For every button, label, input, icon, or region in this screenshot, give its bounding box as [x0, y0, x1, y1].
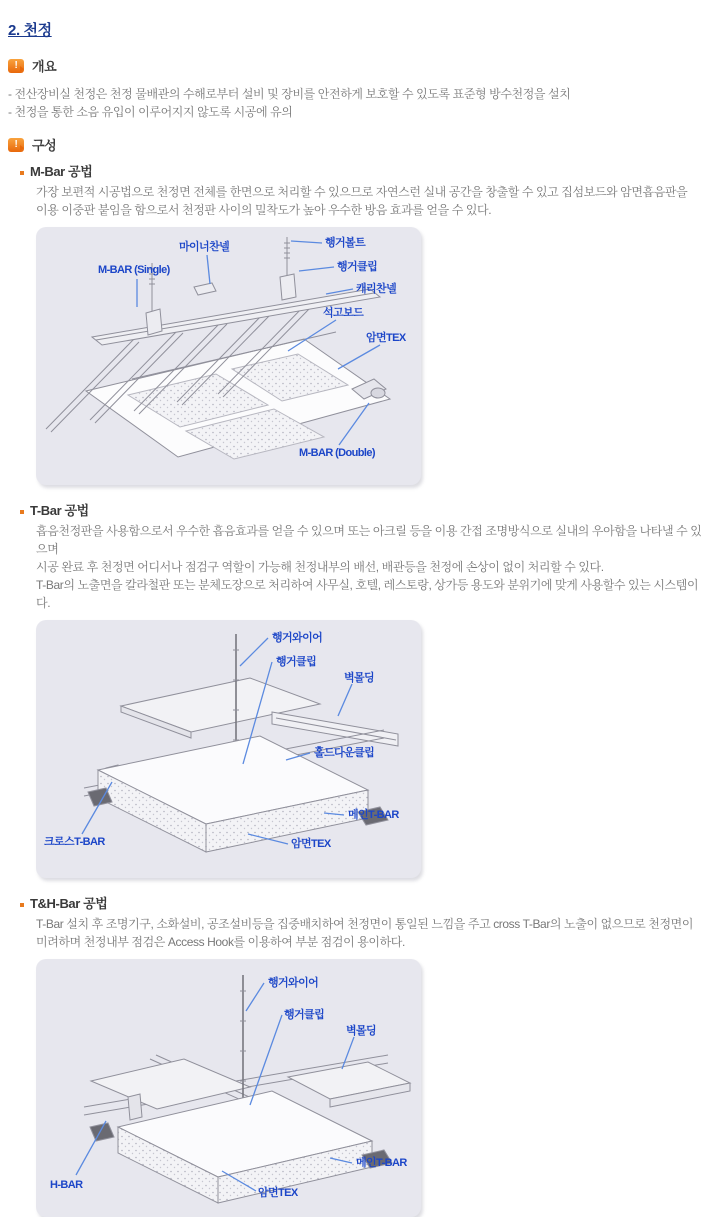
- diagram-label: M-BAR (Double): [299, 447, 375, 459]
- method-mbar-heading: [20, 164, 702, 180]
- square-bullet-icon: [20, 510, 24, 514]
- overview-heading-label: 개요: [32, 59, 57, 74]
- diagram-label: 메인T-BAR: [356, 1157, 407, 1169]
- method-tbar-description: [36, 522, 702, 612]
- diagram-label: 홀드다운클립: [314, 747, 375, 759]
- method-thbar-description: [36, 915, 702, 951]
- thbar-diagram-drawing: [36, 959, 421, 1217]
- square-bullet-icon: [20, 903, 24, 907]
- diagram-label: 행거와이어: [272, 632, 323, 644]
- diagram-label: 벽몰딩: [346, 1025, 377, 1037]
- diagram-label: 벽몰딩: [344, 672, 375, 684]
- method-thbar: [20, 896, 702, 1217]
- note-icon-glyph: !: [14, 59, 18, 71]
- diagram-label: 행거클립: [276, 656, 317, 668]
- diagram-label: 행거클립: [284, 1009, 325, 1021]
- note-icon-glyph: !: [14, 138, 18, 150]
- diagram-label: 암면TEX: [258, 1187, 298, 1199]
- diagram-label: 암면TEX: [366, 332, 406, 344]
- section-overview-heading: [8, 56, 702, 75]
- method-tbar: [20, 503, 702, 878]
- desc-line: 가장 보편적 시공법으로 천정면 전체를 한면으로 처리할 수 있으므로 자연스런 실내 공간을 창출할 수 있고 집섬보드와 암면흡음판을: [36, 185, 688, 199]
- square-bullet-icon: [20, 171, 24, 175]
- method-mbar: [20, 164, 702, 485]
- desc-line: T-Bar 설치 후 조명기구, 소화설비, 공조설비등을 집중배치하여 천정면이 통일된 느낌을 주고 cross T-Bar의 노출이 없으므로 천정면이: [36, 917, 694, 931]
- overview-line: - 전산장비실 천정은 천정 물배관의 수해로부터 설비 및 장비를 안전하게 보호할 수 있도록 표준형 방수천정을 설치: [8, 87, 571, 101]
- diagram-label: H-BAR: [50, 1179, 83, 1191]
- tbar-diagram: [36, 620, 421, 878]
- diagram-label: 암면TEX: [291, 838, 331, 850]
- mbar-diagram: [36, 227, 421, 485]
- diagram-label: 메인T-BAR: [348, 809, 399, 821]
- desc-line: 미려하며 천정내부 점검은 Access Hook를 이용하여 부분 점검이 용이하다.: [36, 935, 405, 949]
- method-mbar-title: M-Bar 공법: [30, 164, 93, 179]
- diagram-label: 캐리찬넬: [356, 283, 397, 295]
- desc-line: 이용 이중판 붙임을 함으로서 천정판 사이의 밀착도가 높아 우수한 방음 효과를 얻을 수 있다.: [36, 203, 492, 217]
- section-composition-heading: [8, 135, 702, 154]
- diagram-label: 행거와이어: [268, 977, 319, 989]
- note-icon: [8, 138, 24, 152]
- diagram-label: 마이너찬넬: [179, 241, 230, 253]
- diagram-label: 행거클립: [337, 261, 378, 273]
- desc-line: T-Bar의 노출면을 칼라철판 또는 분체도장으로 처리하여 사무실, 호텔, 레스토랑, 상가등 용도와 분위기에 맞게 사용할수 있는 시스템이다.: [36, 578, 699, 610]
- diagram-label: M-BAR (Single): [98, 264, 170, 276]
- diagram-label: 행거볼트: [325, 237, 366, 249]
- overview-line: - 천정을 통한 소음 유입이 이루어지지 않도록 시공에 유의: [8, 105, 293, 119]
- method-tbar-heading: [20, 503, 702, 519]
- diagram-label: 크로스T-BAR: [44, 836, 105, 848]
- overview-text: [8, 85, 702, 121]
- thbar-diagram: [36, 959, 421, 1217]
- desc-line: 시공 완료 후 천정면 어디서나 점검구 역할이 가능해 천정내부의 배선, 배관등을 천정에 손상이 없이 처리할 수 있다.: [36, 560, 604, 574]
- page-title: 2. 천정: [8, 22, 52, 39]
- method-tbar-title: T-Bar 공법: [30, 503, 89, 518]
- desc-line: 흡음천정판을 사용함으로서 우수한 흡음효과를 얻을 수 있으며 또는 아크릴 등을 이용 간접 조명방식으로 실내의 우아함을 나타낼 수 있으며: [36, 524, 702, 556]
- method-thbar-title: T&H-Bar 공법: [30, 896, 108, 911]
- note-icon: [8, 59, 24, 73]
- composition-heading-label: 구성: [32, 138, 57, 153]
- method-mbar-description: [36, 183, 702, 219]
- method-thbar-heading: [20, 896, 702, 912]
- diagram-label: 석고보드: [323, 307, 364, 319]
